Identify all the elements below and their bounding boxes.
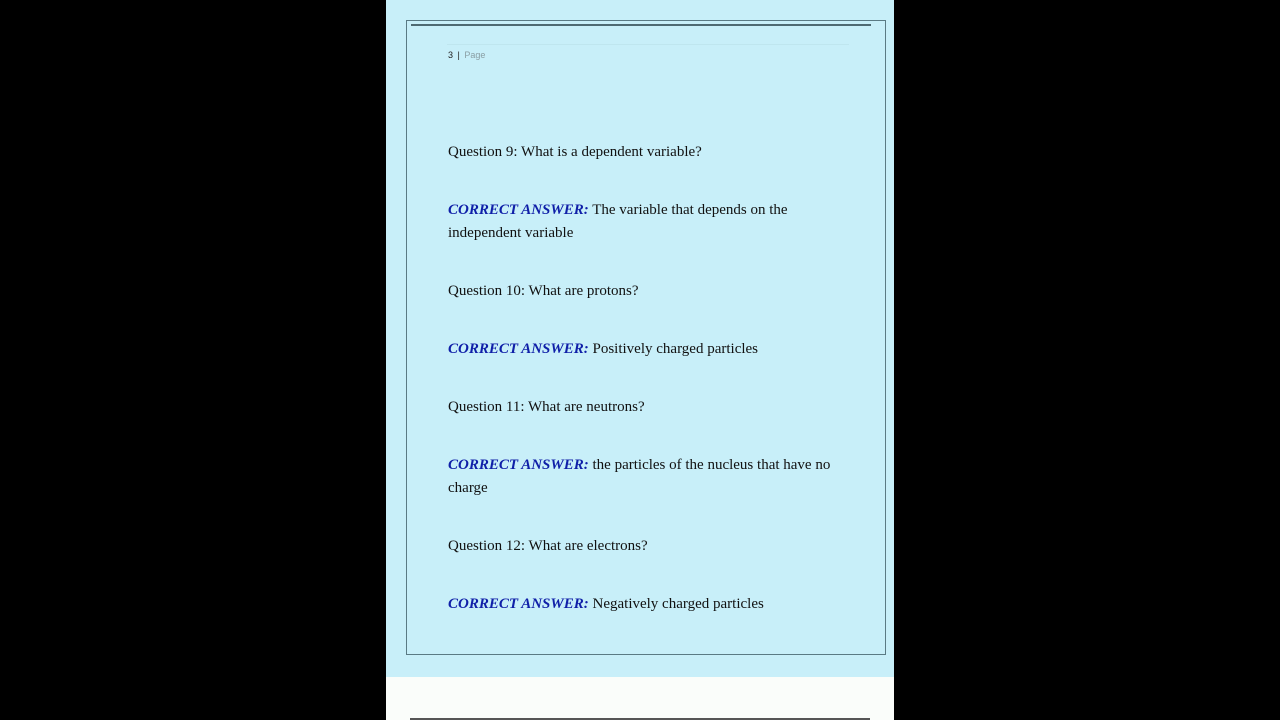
answer-10 bbox=[448, 338, 848, 361]
question-9: Question 9: What is a dependent variable? bbox=[448, 144, 702, 160]
answer-text: The variable that depends on the independent variable bbox=[448, 202, 788, 241]
header-divider bbox=[447, 44, 849, 45]
document-page bbox=[386, 0, 894, 677]
answer-11 bbox=[448, 454, 848, 499]
correct-answer-label: CORRECT ANSWER: bbox=[448, 202, 589, 218]
answer-9 bbox=[448, 199, 848, 244]
page-border bbox=[406, 20, 886, 655]
page-number: 3 bbox=[448, 50, 454, 60]
correct-answer-label: CORRECT ANSWER: bbox=[448, 341, 589, 357]
answer-text: Negatively charged particles bbox=[592, 596, 764, 612]
answer-text: Positively charged particles bbox=[592, 341, 759, 357]
page-label: Page bbox=[464, 50, 486, 60]
question-10: Question 10: What are protons? bbox=[448, 283, 639, 299]
top-rule bbox=[411, 24, 871, 26]
page-number-header bbox=[448, 50, 485, 60]
page-separator: | bbox=[457, 50, 460, 60]
correct-answer-label: CORRECT ANSWER: bbox=[448, 596, 589, 612]
answer-12 bbox=[448, 593, 848, 616]
answer-text: the particles of the nucleus that have no charge bbox=[448, 457, 831, 496]
question-12: Question 12: What are electrons? bbox=[448, 538, 648, 554]
correct-answer-label: CORRECT ANSWER: bbox=[448, 457, 589, 473]
question-11: Question 11: What are neutrons? bbox=[448, 399, 645, 415]
next-page-preview bbox=[386, 677, 894, 720]
